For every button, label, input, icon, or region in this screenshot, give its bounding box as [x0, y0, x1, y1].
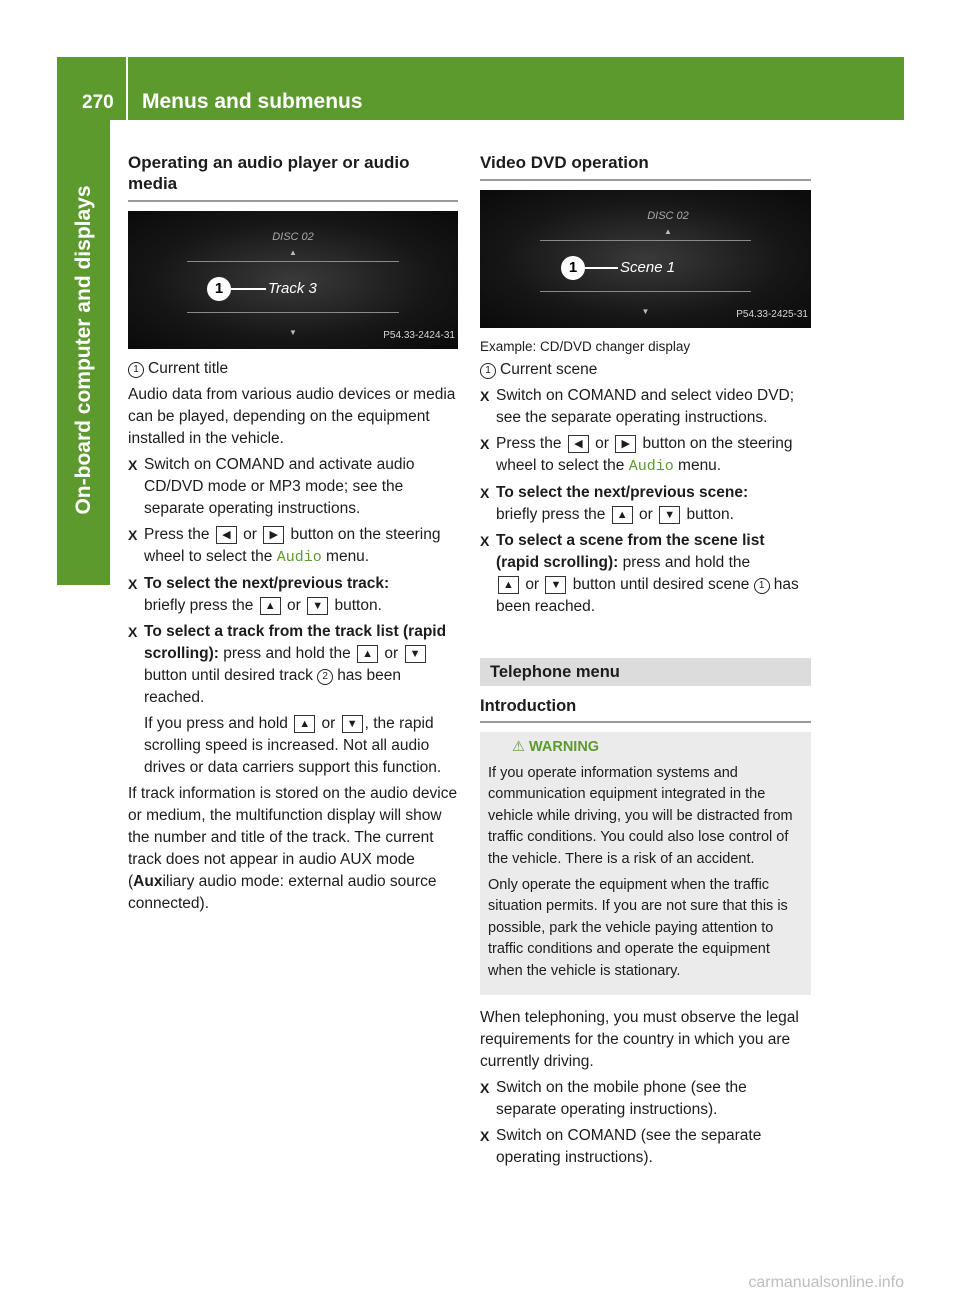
instruction-step: X To select a track from the track list (rapid scrolling): press and hold the ▲ or ▼ button until desired track 2 has been reached. If you press and hold ▲ or ▼ , the rapid scrolling speed is increased. Not all audio drives or data carriers support this function.	[128, 621, 458, 779]
section-title: Menus and submenus	[142, 90, 363, 113]
step-arrow-icon: X	[128, 624, 138, 640]
up-arrow-icon: ▲	[289, 248, 297, 257]
page-number: 270	[82, 92, 114, 113]
down-key-icon: ▼	[307, 597, 328, 615]
watermark: carmanualsonline.info	[748, 1274, 904, 1291]
down-key-icon: ▼	[659, 506, 680, 524]
right-arrow-key-icon: ▶	[263, 526, 284, 544]
down-arrow-icon: ▼	[289, 328, 297, 337]
side-chapter-title: On-board computer and displays	[72, 185, 95, 515]
instruction-step: X To select a scene from the scene list (rapid scrolling): press and hold the ▲ or ▼ button until desired scene 1 has been reached.	[480, 532, 799, 615]
instruction-step: X Switch on COMAND and activate audio CD/DVD mode or MP3 mode; see the separate operating instructions.	[128, 456, 415, 517]
warning-text: If you operate information systems and communication equipment integrated in the vehicle while driving, you will be distracted from traffic conditions. You could also lose control of the vehicle. There is a risk of an accident.	[488, 764, 793, 867]
instruction-step: X Switch on COMAND and select video DVD; see the separate operating instructions.	[480, 387, 795, 426]
callout-number: 2	[317, 669, 333, 685]
audio-heading: Operating an audio player or audio media	[128, 152, 458, 202]
step-arrow-icon: X	[480, 1127, 490, 1144]
divider-line	[540, 291, 752, 292]
image-reference: P54.33-2424-31	[383, 330, 455, 341]
step-arrow-icon: X	[480, 388, 490, 404]
down-key-icon: ▼	[405, 645, 426, 663]
audio-display-image	[128, 211, 458, 349]
legend-item: 1 Current scene	[480, 359, 811, 381]
step-arrow-icon: X	[128, 527, 138, 543]
scene-label: Scene 1	[620, 259, 676, 276]
aux-paragraph: If track information is stored on the audio device or medium, the multifunction display will show the number and title of the track. The current track does not appear in audio AUX mode (Auxiliary audio mode: external audio source connected).	[128, 785, 458, 912]
callout-marker: 1	[561, 256, 585, 280]
warning-triangle-icon: ⚠	[512, 739, 525, 755]
disc-label: DISC 02	[272, 231, 314, 243]
disc-label: DISC 02	[647, 210, 689, 222]
instruction-step: X Press the ◀ or ▶ button on the steering wheel to select the Audio menu.	[128, 526, 441, 566]
instruction-step: X To select the next/previous scene: briefly press the ▲ or ▼ button.	[480, 484, 749, 523]
video-heading: Video DVD operation	[480, 152, 811, 181]
telephone-menu-heading: Telephone menu	[480, 658, 811, 686]
step-arrow-icon: X	[128, 457, 138, 473]
intro-paragraph: Audio data from various audio devices or media can be played, depending on the equipment installed in the vehicle.	[128, 386, 456, 447]
video-display-image	[480, 190, 811, 328]
down-arrow-icon: ▼	[641, 307, 650, 316]
step-arrow-icon: X	[480, 485, 490, 501]
audio-menu-label: Audio	[628, 458, 674, 475]
right-arrow-key-icon: ▶	[615, 435, 636, 453]
image-reference: P54.33-2425-31	[736, 309, 808, 320]
divider-line	[540, 240, 752, 241]
callout-connector	[231, 288, 266, 290]
legend-item: 1 Current title	[128, 358, 458, 380]
up-key-icon: ▲	[294, 715, 315, 733]
callout-number: 1	[480, 363, 496, 379]
audio-menu-label: Audio	[276, 549, 322, 566]
right-column	[480, 152, 811, 1173]
track-label: Track 3	[268, 280, 317, 297]
left-arrow-key-icon: ◀	[216, 526, 237, 544]
introduction-heading: Introduction	[480, 695, 811, 723]
up-key-icon: ▲	[357, 645, 378, 663]
left-column	[128, 152, 458, 919]
step-arrow-icon: X	[480, 436, 490, 452]
instruction-step: X To select the next/previous track: briefly press the ▲ or ▼ button.	[128, 575, 390, 614]
step-arrow-icon: X	[480, 533, 490, 549]
callout-marker: 1	[207, 277, 231, 301]
divider-line	[187, 312, 398, 313]
header-divider	[126, 57, 128, 120]
warning-box	[480, 732, 811, 995]
step-arrow-icon: X	[128, 576, 138, 592]
left-arrow-key-icon: ◀	[568, 435, 589, 453]
telephone-paragraph: When telephoning, you must observe the legal requirements for the country in which you are currently driving.	[480, 1008, 799, 1070]
instruction-step: X Press the ◀ or ▶ button on the steering wheel to select the Audio menu.	[480, 435, 793, 475]
callout-number: 1	[754, 578, 770, 594]
callout-connector	[585, 267, 618, 269]
up-key-icon: ▲	[260, 597, 281, 615]
up-key-icon: ▲	[498, 576, 519, 594]
step-arrow-icon: X	[480, 1079, 490, 1096]
warning-title: ⚠ WARNING	[488, 737, 803, 759]
callout-number: 1	[128, 362, 144, 378]
down-key-icon: ▼	[342, 715, 363, 733]
up-key-icon: ▲	[612, 506, 633, 524]
up-arrow-icon: ▲	[664, 227, 672, 236]
warning-text: Only operate the equipment when the traffic situation permits. If you are not sure that this is possible, park the vehicle paying attention to traffic conditions and operate the equipment when the vehicle is stationary.	[488, 876, 788, 979]
divider-line	[187, 261, 398, 262]
instruction-step: X Switch on the mobile phone (see the separate operating instructions).	[480, 1078, 747, 1118]
image-caption: Example: CD/DVD changer display	[480, 339, 691, 354]
step-note: If you press and hold ▲ or ▼ , the rapid scrolling speed is increased. Not all audio drives or data carriers support this function.	[144, 715, 442, 776]
instruction-step: X Switch on COMAND (see the separate operating instructions).	[480, 1126, 762, 1166]
down-key-icon: ▼	[545, 576, 566, 594]
